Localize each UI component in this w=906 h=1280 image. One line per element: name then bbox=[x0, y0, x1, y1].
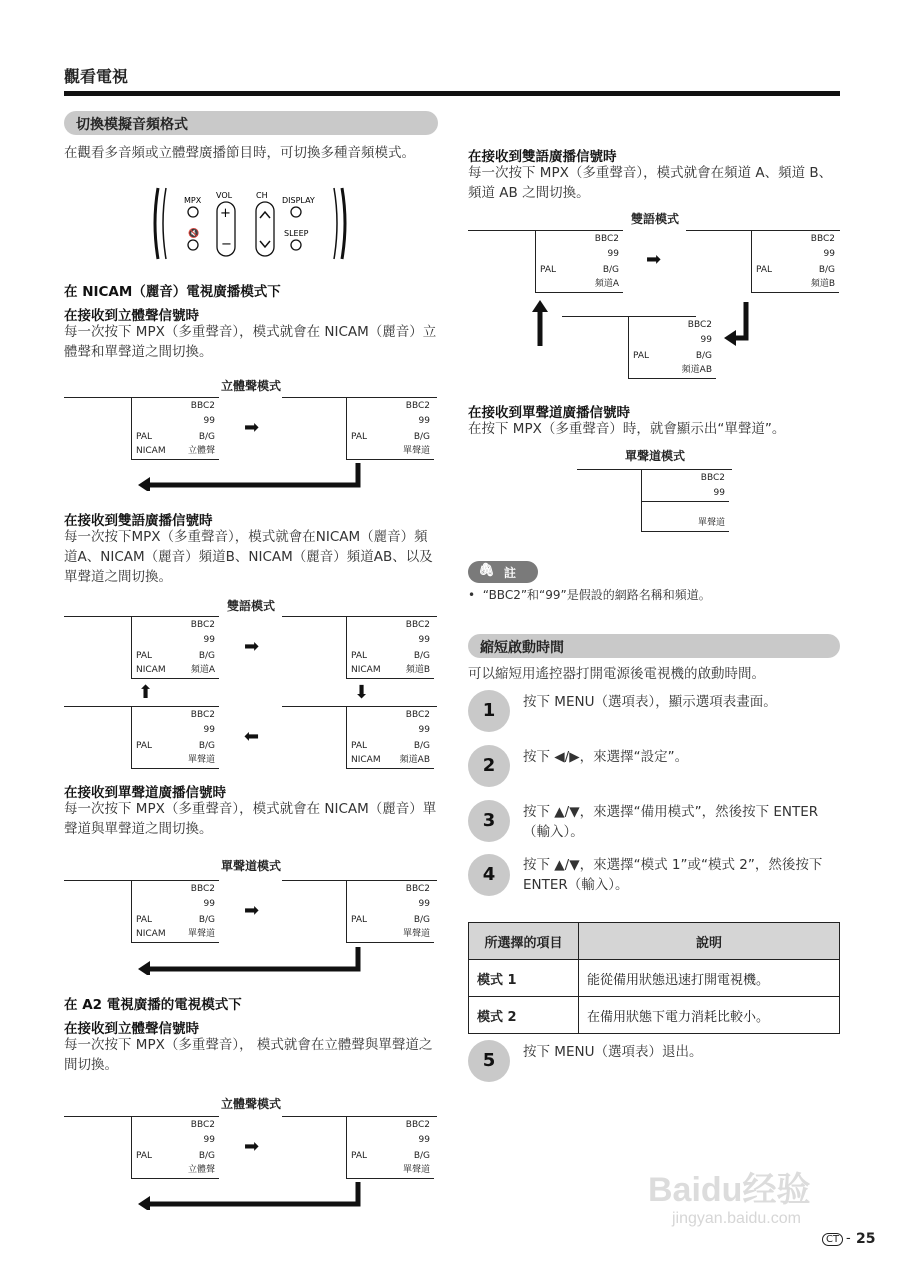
diagram-title: 雙語模式 bbox=[226, 599, 275, 613]
osd-screen: BBC2 99 PAL B/G 頻道B bbox=[751, 231, 839, 293]
startup-intro: 可以縮短用遙控器打開電源後電視機的啟動時間。 bbox=[468, 666, 765, 682]
section-header-audio: 切換模擬音頻格式 bbox=[64, 111, 438, 135]
nicam-dual-subheading: 在接收到雙語廣播信號時 bbox=[64, 513, 213, 529]
return-arrow-icon bbox=[136, 463, 366, 491]
display-label: DISPLAY bbox=[282, 196, 315, 205]
table-row: 模式 1 能從備用狀態迅速打開電視機。 bbox=[469, 960, 840, 997]
a2-dual-subheading: 在接收到雙語廣播信號時 bbox=[468, 149, 617, 165]
note-text: • “BBC2”和“99”是假設的網路名稱和頻道。 bbox=[468, 588, 711, 602]
arrow-up-return-icon bbox=[528, 300, 558, 348]
vol-down-icon: − bbox=[221, 237, 232, 252]
table-row: 模式 2 在備用狀態下電力消耗比較小。 bbox=[469, 997, 840, 1034]
watermark-url: jingyan.baidu.com bbox=[672, 1210, 801, 1227]
arrow-down-icon: ⬇ bbox=[354, 682, 370, 703]
step-text: 按下 ◀/▶，來選擇“設定”。 bbox=[523, 749, 689, 765]
a2-mono-subheading: 在接收到單聲道廣播信號時 bbox=[468, 405, 630, 421]
mpx-button bbox=[188, 207, 198, 217]
return-arrow-icon bbox=[136, 1182, 366, 1210]
step-number: 4 bbox=[468, 854, 510, 896]
note-badge: 🖇 註 bbox=[468, 561, 538, 583]
osd-screen: BBC2 99 PAL B/G 單聲道 bbox=[346, 398, 434, 460]
arrow-right-icon: ➡ bbox=[244, 417, 260, 438]
sleep-label: SLEEP bbox=[284, 229, 309, 238]
step-text: 按下 ▲/▼，來選擇“模式 1”或“模式 2”，然後按下 ENTER（輸入）。 bbox=[523, 857, 823, 893]
audio-intro-text: 在觀看多音頻或立體聲廣播節目時，可切換多種音頻模式。 bbox=[64, 145, 415, 161]
arrow-right-icon: ➡ bbox=[244, 900, 260, 921]
a2-heading: 在 A2 電視廣播的電視模式下 bbox=[64, 997, 242, 1013]
arrow-left-icon: ⬅ bbox=[244, 726, 260, 747]
step-number: 1 bbox=[468, 690, 510, 732]
ch-label: CH bbox=[256, 191, 268, 200]
osd-screen: BBC2 99 PAL B/G NICAM 單聲道 bbox=[131, 881, 219, 943]
arrow-down-return-icon bbox=[724, 302, 758, 346]
a2-mono-text: 在按下 MPX（多重聲音）時，就會顯示出“單聲道”。 bbox=[468, 421, 786, 437]
osd-screen: BBC2 99 PAL B/G 單聲道 bbox=[346, 1117, 434, 1179]
step-text: 按下 ▲/▼，來選擇“備用模式”，然後按下 ENTER（輸入）。 bbox=[523, 804, 819, 840]
header-rule bbox=[64, 91, 840, 96]
osd-screen: BBC2 99 PAL B/G NICAM 頻道A bbox=[131, 617, 219, 679]
mpx-label: MPX bbox=[184, 196, 202, 205]
table-header-row: 所選擇的項目 說明 bbox=[469, 923, 840, 960]
osd-screen: BBC2 99 PAL B/G 頻道AB bbox=[628, 317, 716, 379]
paperclip-icon: 🖇 bbox=[478, 563, 495, 578]
diagram-title: 立體聲模式 bbox=[220, 379, 281, 393]
diagram-title: 立體聲模式 bbox=[220, 1097, 281, 1111]
step-number: 5 bbox=[468, 1040, 510, 1082]
osd-screen: BBC2 99 單聲道 bbox=[641, 470, 729, 532]
watermark-logo: Baidu经验 bbox=[648, 1171, 811, 1209]
mode-table bbox=[468, 922, 840, 1034]
nicam-dual-text: 每一次按下MPX（多重聲音），模式就會在NICAM（麗音）頻道A、NICAM（麗音）頻道B、NICAM（麗音）頻道AB、以及單聲道之間切換。 bbox=[64, 529, 433, 585]
nicam-stereo-subheading: 在接收到立體聲信號時 bbox=[64, 308, 199, 324]
step-text: 按下 MENU（選項表）退出。 bbox=[523, 1044, 703, 1060]
arrow-up-icon: ⬆ bbox=[138, 682, 154, 703]
section-header-startup: 縮短啟動時間 bbox=[468, 634, 840, 658]
step-number: 2 bbox=[468, 745, 510, 787]
vol-up-icon: + bbox=[220, 206, 231, 221]
diagram-title: 單聲道模式 bbox=[220, 859, 281, 873]
page-dash: - bbox=[846, 1231, 851, 1246]
a2-stereo-subheading: 在接收到立體聲信號時 bbox=[64, 1021, 199, 1037]
sleep-button bbox=[291, 240, 301, 250]
step-text: 按下 MENU（選項表），顯示選項表畫面。 bbox=[523, 694, 777, 710]
return-arrow-icon bbox=[136, 947, 366, 975]
ch-down-icon bbox=[260, 241, 270, 247]
remote-control-illustration bbox=[150, 186, 350, 261]
a2-dual-text: 每一次按下 MPX（多重聲音），模式就會在頻道 A、頻道 B、頻道 AB 之間切換。 bbox=[468, 165, 833, 201]
nicam-stereo-text: 每一次按下 MPX（多重聲音），模式就會在 NICAM（麗音）立體聲和單聲道之間切換。 bbox=[64, 324, 437, 360]
mute-icon: 🔇 bbox=[188, 229, 200, 239]
ch-up-icon bbox=[260, 212, 270, 218]
osd-screen: BBC2 99 PAL B/G NICAM 頻道B bbox=[346, 617, 434, 679]
diagram-title: 雙語模式 bbox=[630, 212, 679, 226]
display-button bbox=[291, 207, 301, 217]
osd-screen: BBC2 99 PAL B/G 頻道A bbox=[535, 231, 623, 293]
arrow-right-icon: ➡ bbox=[646, 249, 662, 270]
osd-screen: BBC2 99 PAL B/G 立體聲 bbox=[131, 1117, 219, 1179]
page-number: 25 bbox=[856, 1231, 876, 1247]
arrow-right-icon: ➡ bbox=[244, 1136, 260, 1157]
nicam-heading: 在 NICAM（麗音）電視廣播模式下 bbox=[64, 284, 281, 300]
vol-label: VOL bbox=[216, 191, 233, 200]
arrow-right-icon: ➡ bbox=[244, 636, 260, 657]
page-section-title: 觀看電視 bbox=[64, 67, 129, 86]
language-badge: CT bbox=[822, 1233, 843, 1246]
osd-screen: BBC2 99 PAL B/G 單聲道 bbox=[131, 707, 219, 769]
osd-screen: BBC2 99 PAL B/G 單聲道 bbox=[346, 881, 434, 943]
nicam-mono-text: 每一次按下 MPX（多重聲音），模式就會在 NICAM（麗音）單聲道與單聲道之間切換。 bbox=[64, 801, 437, 837]
osd-screen: BBC2 99 PAL B/G NICAM 頻道AB bbox=[346, 707, 434, 769]
nicam-mono-subheading: 在接收到單聲道廣播信號時 bbox=[64, 785, 226, 801]
osd-screen: BBC2 99 PAL B/G NICAM 立體聲 bbox=[131, 398, 219, 460]
diagram-title: 單聲道模式 bbox=[624, 449, 685, 463]
a2-stereo-text: 每一次按下 MPX（多重聲音）， 模式就會在立體聲與單聲道之間切換。 bbox=[64, 1037, 433, 1073]
step-number: 3 bbox=[468, 800, 510, 842]
mute-button bbox=[188, 240, 198, 250]
